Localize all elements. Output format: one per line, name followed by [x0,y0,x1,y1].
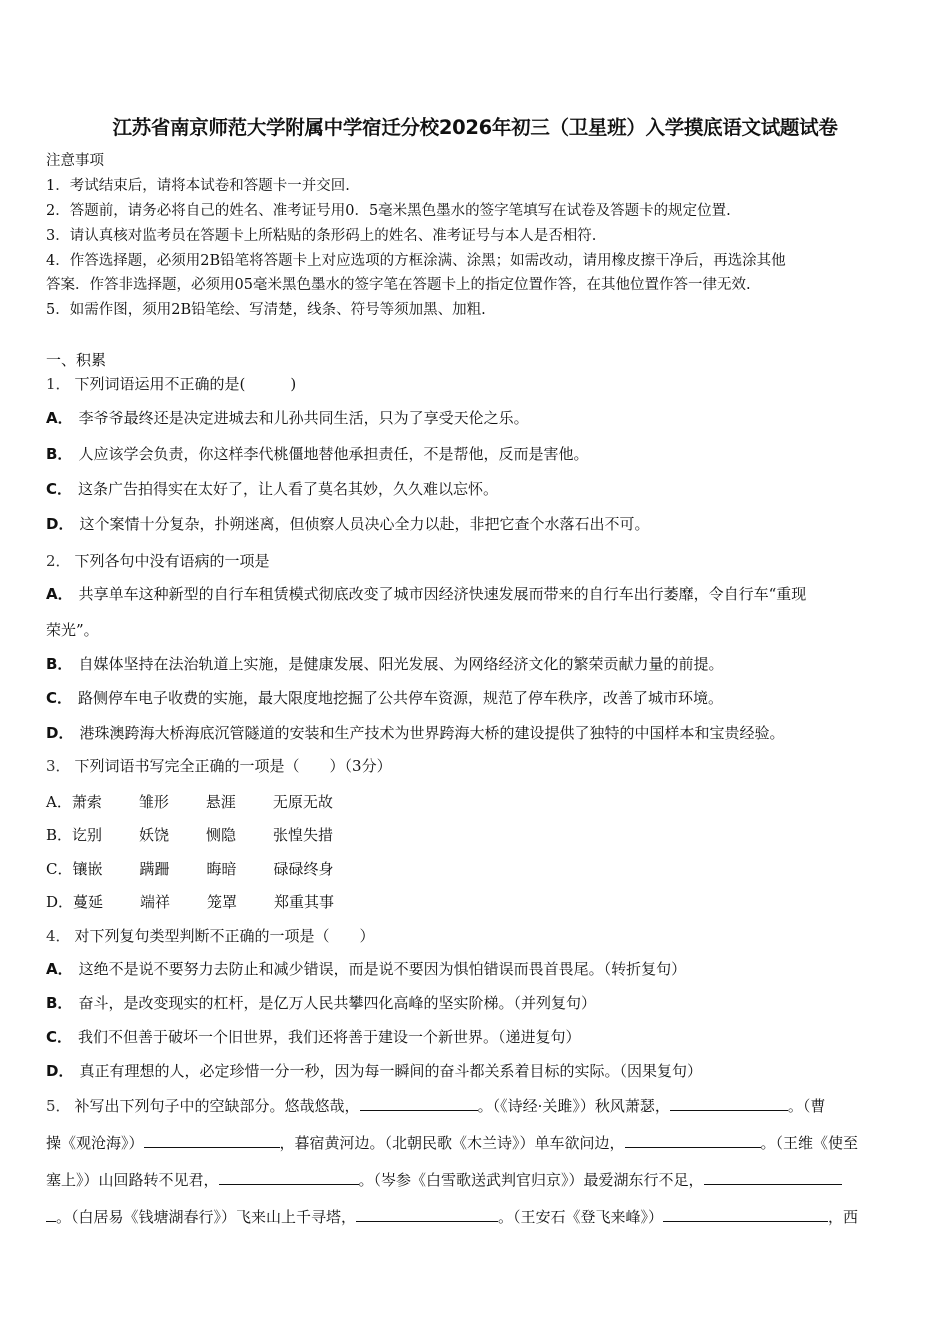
q5-text: 。（岑参《白雪歌送武判官归京》）最爱湖东行不足， [358,1171,704,1189]
notice-item: 4．作答选择题，必须用2B铅笔将答题卡上对应选项的方框涂满、涂黑；如需改动，请用橡皮擦干净后，再选涂其他 [46,253,786,269]
option-b [46,444,588,464]
option-text: 路侧停车电子收费的实施，最大限度地挖掘了公共停车资源，规范了停车秩序，改善了城市环境。 [78,689,724,707]
option-key: C． [46,860,73,878]
option-b [46,825,333,845]
option-text: 这绝不是说不要努力去防止和减少错误，而是说不要因为惧怕错误而畏首畏尾。（转折复句） [78,960,687,978]
question-stem: 下列词语书写完全正确的一项是（ ）（3分） [74,757,392,775]
word: 蹒跚 [139,860,170,878]
option-text: 奋斗，是改变现实的杠杆，是亿万人民共攀四化高峰的坚实阶梯。（并列复句） [78,994,596,1012]
option-d [46,723,784,743]
option-a [46,792,333,812]
question-5-line-2 [46,1133,858,1153]
word: 妖饶 [139,826,170,844]
option-c [46,688,723,708]
word: 雏形 [138,793,169,811]
word: 恻隐 [206,826,237,844]
question-number: 1． [46,375,71,393]
q5-text: 补写出下列句子中的空缺部分。悠哉悠哉， [74,1097,360,1115]
notice-item: 1．考试结束后，请将本试卷和答题卡一并交回. [46,178,350,194]
option-a [46,584,806,604]
notice-item: 3．请认真核对监考员在答题卡上所粘贴的条形码上的姓名、准考证号与本人是否相符. [46,228,597,244]
option-d [46,514,649,534]
answer-blank[interactable] [356,1207,498,1222]
answer-blank[interactable] [625,1133,761,1148]
q5-text: 。（曹 [787,1097,826,1115]
question-5-line-3 [46,1170,842,1190]
word: 端祥 [140,893,171,911]
word: 萧索 [71,793,102,811]
option-key: D． [46,515,74,533]
option-key: B． [46,655,73,673]
answer-blank[interactable] [144,1133,280,1148]
option-key: B． [46,826,73,844]
word: 镶嵌 [72,860,103,878]
question-1 [46,374,296,394]
option-key: D． [46,724,74,742]
option-key: D． [46,1062,74,1080]
option-d [46,1061,702,1081]
page-title: 江苏省南京师范大学附属中学宿迁分校2026年初三（卫星班）入学摸底语文试题试卷 [112,116,838,139]
word: 悬涯 [205,793,236,811]
word: 讫别 [72,826,103,844]
option-c [46,859,334,879]
notice-item: 5．如需作图，须用2B铅笔绘、写清楚，线条、符号等须加黑、加粗. [46,302,486,318]
question-number: 5． [46,1097,71,1115]
answer-blank[interactable] [704,1170,842,1185]
option-text: 港珠澳跨海大桥海底沉管隧道的安装和生产技术为世界跨海大桥的建设提供了独特的中国样本和宝贵经验。 [79,724,785,742]
q5-text: 。（王安石《登飞来峰》） [498,1208,664,1226]
option-text: 李爷爷最终还是决定进城去和儿孙共同生活，只为了享受天伦之乐。 [78,409,529,427]
answer-blank[interactable] [360,1096,478,1111]
option-a [46,959,686,979]
question-5-line-4 [46,1207,858,1227]
option-b [46,993,596,1013]
question-stem: 下列各句中没有语病的一项是 [74,552,270,570]
word: 碌碌终身 [273,860,334,878]
option-key: A． [46,409,73,427]
word: 蔓延 [73,893,104,911]
answer-blank[interactable] [46,1207,56,1222]
option-text: 人应该学会负责，你这样李代桃僵地替他承担责任，不是帮他，反而是害他。 [78,445,589,463]
option-text: 共享单车这种新型的自行车租赁模式彻底改变了城市因经济快速发展而带来的自行车出行萎靡，令自行车“重现 [78,585,807,603]
option-key: A． [46,960,73,978]
word: 无原无故 [272,793,333,811]
question-stem: 对下列复句类型判断不正确的一项是（ ） [74,927,375,945]
option-text: 真正有理想的人，必定珍惜一分一秒，因为每一瞬间的奋斗都关系着目标的实际。（因果复句） [79,1062,702,1080]
question-number: 3． [46,757,71,775]
option-text: 我们不但善于破坏一个旧世界，我们还将善于建设一个新世界。（递进复句） [78,1028,581,1046]
q5-text: 。（《诗经·关雎》）秋风萧瑟， [477,1097,670,1115]
q5-text: 塞上》）山回路转不见君， [46,1171,219,1189]
q5-text: ，暮宿黄河边。（北朝民歌《木兰诗》）单车欲问边， [279,1134,625,1152]
q5-text: ，西 [828,1208,859,1226]
section-heading: 一、积累 [46,351,107,369]
answer-blank[interactable] [663,1207,828,1222]
word: 笼罩 [207,893,238,911]
answer-blank[interactable] [670,1096,788,1111]
option-key: B． [46,445,73,463]
option-text: 这条广告拍得实在太好了，让人看了莫名其妙，久久难以忘怀。 [78,480,499,498]
q5-text: 。（白居易《钱塘湖春行》）飞来山上千寻塔， [56,1208,357,1226]
option-key: C． [46,689,73,707]
q5-text: 。（王维《使至 [760,1134,859,1152]
option-key: D． [46,893,74,911]
option-b [46,654,723,674]
question-stem: 下列词语运用不正确的是( ) [74,375,297,393]
option-d [46,892,334,912]
option-key: C． [46,480,73,498]
word: 张惶失措 [273,826,334,844]
option-c [46,479,498,499]
option-key: B． [46,994,73,1012]
question-4 [46,926,375,946]
word: 晦暗 [206,860,237,878]
option-key: C． [46,1028,73,1046]
option-key: A． [46,793,72,811]
question-number: 4． [46,927,71,945]
option-key: A． [46,585,73,603]
question-3 [46,756,392,776]
notice-item: 2．答题前，请务必将自己的姓名、准考证号用0．5毫米黑色墨水的签字笔填写在试卷及答题卡的规定位置. [46,203,731,219]
notice-heading: 注意事项 [46,153,104,169]
option-a [46,408,529,428]
option-c [46,1027,581,1047]
answer-blank[interactable] [219,1170,359,1185]
option-text: 自媒体坚持在法治轨道上实施，是健康发展、阳光发展、为网络经济文化的繁荣贡献力量的前提。 [78,655,724,673]
option-a-continued: 荣光”。 [46,621,99,639]
question-2 [46,551,270,571]
question-number: 2． [46,552,71,570]
notice-item: 答案．作答非选择题，必须用05毫米黑色墨水的签字笔在答题卡上的指定位置作答，在其他位置作答一律无效. [46,277,751,293]
option-text: 这个案情十分复杂，扑朔迷离，但侦察人员决心全力以赴，非把它查个水落石出不可。 [79,515,650,533]
q5-text: 操《观沧海》） [46,1134,144,1152]
word: 郑重其事 [274,893,335,911]
question-5-line-1 [46,1096,825,1116]
